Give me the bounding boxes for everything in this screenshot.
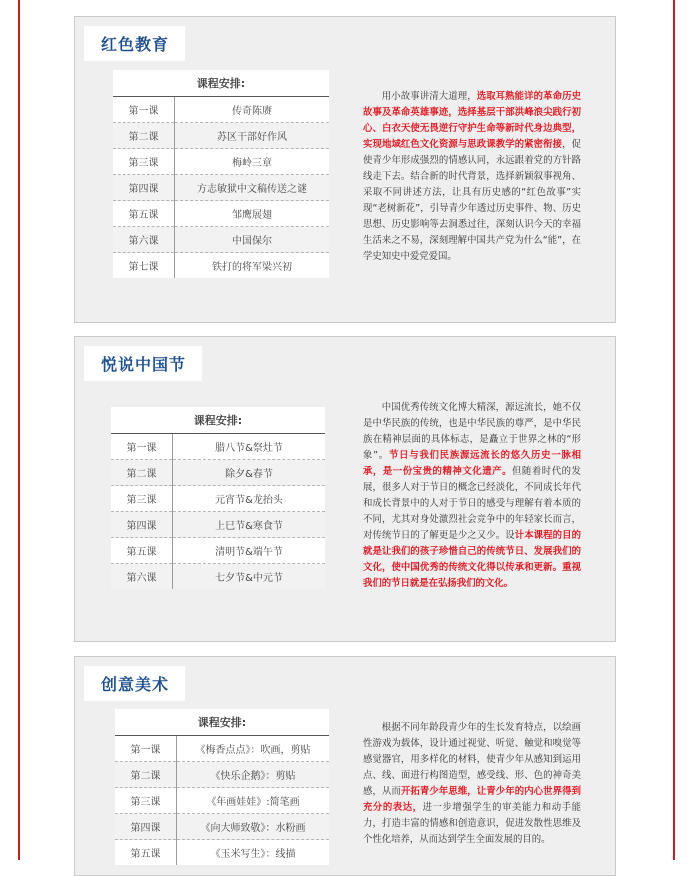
lesson-name: 腊八节&祭灶节 bbox=[173, 434, 326, 460]
right-red-border bbox=[673, 0, 675, 860]
section-description bbox=[363, 400, 581, 592]
left-red-border bbox=[18, 0, 20, 860]
description-highlight: 节日与我们民族源远流长的悠久历史一脉相承，是一份宝贵的精神文化遗产。 bbox=[363, 450, 581, 477]
lesson-name: 上巳节&寒食节 bbox=[173, 512, 326, 538]
lesson-number: 第一课 bbox=[115, 736, 177, 762]
section-title: 红色教育 bbox=[84, 26, 185, 61]
lesson-name: 《梅香点点》：吹画，剪贴 bbox=[177, 736, 330, 762]
lesson-number: 第六课 bbox=[113, 227, 175, 253]
section-description bbox=[363, 89, 581, 265]
section-creative-art bbox=[74, 656, 616, 876]
description-highlight: 计本课程的目的就是让我们的孩子珍惜自己的传统节日、发展我们的文化，使中国优秀的传统文化得以传承和更新。重视我们的节日就是在弘扬我们的文化。 bbox=[363, 530, 581, 589]
description-text: 根据不同年龄段青少年的生长发育特点，以绘画性游戏为载体，设计通过视觉、听觉、触觉和嗅觉等感觉器官，用多样化的材料，使青少年从感知到运用点、线、面进行构图造型，感受线、形、色的神奇美感，从而 bbox=[363, 722, 581, 797]
lesson-number: 第三课 bbox=[113, 149, 175, 175]
lesson-number: 第二课 bbox=[115, 762, 177, 788]
description-highlight: 选取耳熟能详的革命历史故事及革命英雄事迹，选择基层干部洪峰浪尖践行初心、白衣天使无畏逆行守护生命等新时代身边典型，实现地域红色文化资源与思政课教学的紧密衔接 bbox=[363, 91, 581, 150]
lesson-name: 《快乐企鹅》：剪贴 bbox=[177, 762, 330, 788]
lesson-name: 《玉米写生》：线描 bbox=[210, 849, 296, 860]
lesson-name: 清明节&端午节 bbox=[173, 538, 326, 564]
section-description bbox=[363, 720, 581, 848]
schedule-header: 课程安排: bbox=[115, 709, 329, 736]
lesson-number: 第三课 bbox=[111, 486, 173, 512]
lesson-number: 第一课 bbox=[111, 434, 173, 460]
schedule-table bbox=[111, 407, 325, 589]
schedule-header: 课程安排: bbox=[111, 407, 325, 434]
section-chinese-festivals bbox=[74, 336, 616, 642]
description-text: 但随着时代的发展，很多人对于节日的概念已经淡化，不同成长年代和成长背景中的人对于节日的感受与理解有着本质的不同，尤其对身处激烈社会竞争中的年轻家长而言，对传统节日的了解更是少之又少。设 bbox=[363, 466, 581, 541]
description-text: ，促使青少年形成强烈的情感认同，永远跟着党的方针路线走下去。结合新的时代背景，选择新颖叙事视角、采取不同讲述方法，让具有历史感的“红色故事”实现“老树新花”，引导青少年透过历史事件、物、历史思想、历史影响等去洞悉过往，深刻认识今天的幸福生活来之不易，深刻理解中国共产党为什么“能”，在学史知史中爱党爱国。 bbox=[363, 139, 581, 262]
lesson-name: 传奇陈赓 bbox=[175, 97, 330, 123]
lesson-number: 第四课 bbox=[111, 512, 173, 538]
lesson-number: 第二课 bbox=[113, 123, 175, 149]
lesson-number: 第五课 bbox=[115, 840, 177, 866]
lesson-number: 第二课 bbox=[111, 460, 173, 486]
lesson-number: 第一课 bbox=[113, 97, 175, 123]
section-red-education bbox=[74, 16, 616, 323]
description-text: 用小故事讲清大道理， bbox=[381, 91, 477, 102]
lesson-number: 第六课 bbox=[111, 564, 173, 590]
lesson-name: 七夕节&中元节 bbox=[173, 564, 326, 590]
lesson-name: 邹鹰展翅 bbox=[175, 201, 330, 227]
lesson-number: 第五课 bbox=[113, 201, 175, 227]
lesson-name: 方志敏狱中文稿传送之谜 bbox=[175, 175, 330, 201]
schedule-header: 课程安排: bbox=[113, 70, 329, 97]
lesson-name: 《年画娃娃》:简笔画 bbox=[177, 788, 330, 814]
section-title: 创意美术 bbox=[84, 666, 185, 701]
lesson-name: 铁打的将军梁兴初 bbox=[212, 262, 292, 273]
description-highlight: 开拓青少年思维，让青少年的内心世界得到充分的表达， bbox=[363, 786, 581, 813]
lesson-name: 梅岭三章 bbox=[175, 149, 330, 175]
lesson-number: 第四课 bbox=[115, 814, 177, 840]
lesson-number: 第四课 bbox=[113, 175, 175, 201]
lesson-name: 元宵节&龙抬头 bbox=[173, 486, 326, 512]
schedule-table bbox=[115, 709, 329, 865]
lesson-name: 《向大师致敬》：水粉画 bbox=[177, 814, 330, 840]
lesson-name: 中国保尔 bbox=[175, 227, 330, 253]
section-title: 悦说中国节 bbox=[84, 346, 202, 381]
description-text: 中国优秀传统文化博大精深，源远流长，她不仅是中华民族的传统，也是中华民族的尊严，是中华民族在精神层面的具体标志，是矗立于世界之林的“形象”。 bbox=[363, 402, 581, 461]
schedule-table bbox=[113, 70, 329, 278]
lesson-name: 除夕&春节 bbox=[173, 460, 326, 486]
description-text: 进一步增强学生的审美能力和动手能力，打造丰富的情感和创造意识，促进发散性思维及个性化培养，从而达到学生全面发展的目的。 bbox=[363, 802, 581, 845]
lesson-number: 第三课 bbox=[115, 788, 177, 814]
lesson-number: 第五课 bbox=[111, 538, 173, 564]
lesson-number: 第七课 bbox=[113, 253, 175, 279]
lesson-name: 苏区干部好作风 bbox=[175, 123, 330, 149]
